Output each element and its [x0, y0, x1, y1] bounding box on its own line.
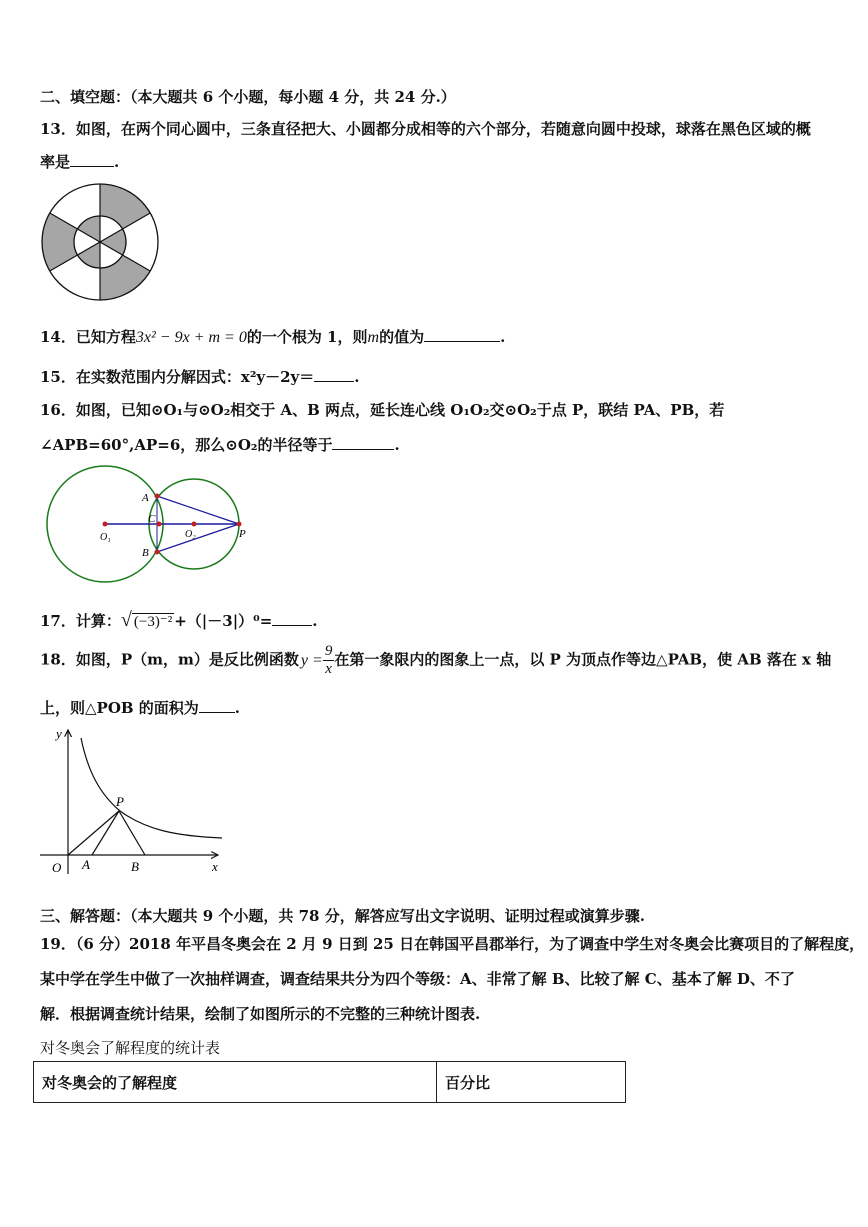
q13-end: .	[114, 153, 120, 171]
outer-shaded-sector-3	[42, 213, 77, 271]
outer-shaded-sector-1	[100, 184, 150, 229]
q16-intersecting-circles-figure	[40, 462, 260, 590]
section-3-heading: 三、解答题：（本大题共 9 个小题，共 78 分，解答应写出文字说明、证明过程或演算步骤.	[40, 907, 645, 925]
q17-line	[40, 609, 318, 632]
answer-blank	[332, 437, 394, 450]
answer-blank	[314, 369, 354, 382]
q14-var: m	[367, 329, 380, 346]
q15-line	[40, 366, 360, 387]
label-b: B	[142, 547, 149, 559]
label-y: y	[56, 726, 62, 741]
q18-func-lhs: y =	[300, 651, 323, 669]
q19-line-1: 19．（6 分）2018 年平昌冬奥会在 2 月 9 日到 25 日在韩国平昌郡举行，为了调查中学生对冬奥会比赛项目的了解程度，	[40, 935, 865, 953]
outer-shaded-sector-2	[100, 255, 150, 300]
q17-radical	[121, 609, 174, 632]
q13-line-2-text: 率是	[40, 153, 71, 171]
table-header-level: 对冬奥会的了解程度	[34, 1062, 437, 1103]
q16-line-2	[40, 434, 400, 455]
q16-line-2-text: ∠APB=60°,AP=6，那么⊙O₂的半径等于	[40, 436, 333, 454]
q15-end: .	[354, 368, 360, 386]
q18-line-2	[40, 697, 240, 718]
q18-line-1-post: 在第一象限内的图象上一点，以 P 为顶点作等边△PAB，使 AB 落在 x 轴	[334, 650, 832, 669]
q14-pre: 14．已知方程	[40, 328, 136, 346]
radical-sign-icon: √	[120, 609, 132, 631]
label-x: x	[212, 859, 218, 874]
inner-shaded-sector-3	[78, 242, 101, 268]
q18-line-1-pre: 18．如图，P（m，m）是反比例函数	[40, 650, 299, 669]
q14-line	[40, 326, 505, 347]
label-o: O	[52, 860, 62, 875]
q13-concentric-circles-figure	[38, 180, 162, 304]
q16-line-1: 16．如图，已知⊙O₁与⊙O₂相交于 A、B 两点，延长连心线 O₁O₂交⊙O₂于点 P，联结 PA、PB，若	[40, 401, 725, 419]
label-b: B	[131, 859, 139, 874]
q14-mid: 的一个根为 1，则	[246, 328, 368, 346]
q18-fraction	[323, 643, 335, 678]
q18-line-1	[40, 643, 831, 678]
label-a: A	[142, 492, 149, 504]
answer-blank	[199, 700, 235, 713]
q19-table-title: 对冬奥会了解程度的统计表	[40, 1039, 221, 1057]
label-c: C	[148, 513, 156, 525]
answer-blank	[70, 154, 114, 167]
q17-mid: +（|－3|）⁰=	[174, 612, 273, 630]
q13-line-2	[40, 151, 119, 172]
label-p: P	[239, 528, 246, 540]
inner-shaded-sector-2	[100, 229, 126, 255]
label-p: P	[116, 794, 124, 809]
q18-end: .	[234, 699, 241, 717]
q19-line-2: 某中学在学生中做了一次抽样调查，调查结果共分为四个等级：A、非常了解 B、比较了解 C、基本了解 D、不了	[40, 970, 795, 988]
q15-text: 15．在实数范围内分解因式：x²y－2y＝	[40, 368, 315, 386]
label-o1: O₁	[100, 532, 111, 543]
q13-line-1: 13．如图，在两个同心圆中，三条直径把大、小圆都分成相等的六个部分，若随意向圆中投球，球落在黑色区域的概	[40, 120, 811, 138]
answer-blank	[272, 613, 312, 626]
q17-radicand: (−3)⁻²	[133, 614, 173, 630]
q14-post: 的值为	[379, 328, 425, 346]
q19-line-3: 解．根据调查统计结果，绘制了如图所示的不完整的三种统计图表.	[40, 1005, 481, 1023]
q14-equation: 3x² − 9x + m = 0	[135, 329, 247, 346]
label-a: A	[82, 857, 90, 872]
inner-shaded-sector-1	[78, 216, 101, 242]
section-2-heading: 二、填空题：（本大题共 6 个小题，每小题 4 分，共 24 分.）	[40, 88, 456, 106]
answer-blank	[424, 329, 500, 342]
table-header-percent: 百分比	[437, 1062, 626, 1103]
q14-end: .	[500, 328, 506, 346]
table-row	[34, 1062, 626, 1103]
hyperbola-curve	[81, 738, 222, 838]
q16-end: .	[394, 436, 400, 454]
fraction-numerator: 9	[324, 643, 333, 659]
q18-line-2-text: 上，则△POB 的面积为	[40, 699, 199, 717]
fraction-denominator: x	[325, 661, 332, 677]
q17-end: .	[312, 612, 318, 630]
q18-hyperbola-figure	[36, 724, 226, 880]
q19-stat-table	[33, 1061, 626, 1103]
q17-pre: 17．计算：	[40, 612, 121, 630]
label-o2: O₂	[185, 529, 196, 540]
